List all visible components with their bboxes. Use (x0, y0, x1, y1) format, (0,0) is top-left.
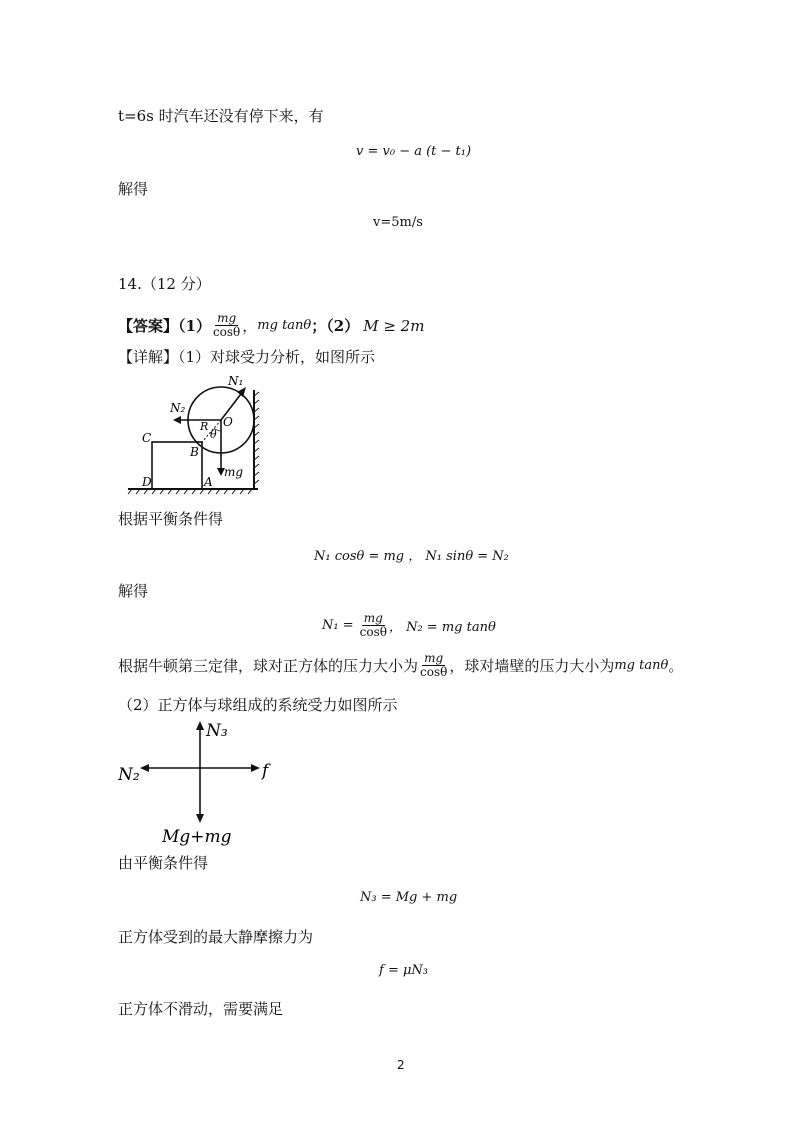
equation-balance: N₁ cosθ = mg ， N₁ sinθ = N₂ (314, 549, 509, 564)
equation-velocity: v = v₀ − a (t − t₁) (356, 144, 472, 159)
solution-n2: ， N₂ = mg tanθ (388, 620, 496, 636)
answer-fraction (211, 312, 242, 339)
detail-heading: 【详解】（1）对球受力分析，如图所示 (118, 348, 376, 366)
label-N2-system: N₂ (118, 765, 140, 785)
text-jiede-1: 解得 (118, 180, 149, 198)
answer-fraction-num: mg (217, 311, 237, 325)
text-no-slide: 正方体不滑动，需要满足 (118, 1000, 284, 1018)
newton-end: 。 (668, 657, 684, 676)
label-B: B (190, 445, 199, 459)
solution-n1: N₁ = (322, 618, 354, 634)
solution-fraction (358, 612, 389, 639)
text-balance-1: 根据平衡条件得 (118, 510, 224, 528)
answer-inequality: M ≥ 2m (363, 316, 425, 335)
solution-fraction-num: mg (363, 611, 383, 625)
equation-n3: N₃ = Mg + mg (360, 890, 458, 905)
newton-tan: mg tanθ (614, 658, 669, 674)
label-N2: N₂ (170, 401, 186, 415)
page-number: 2 (397, 1058, 405, 1072)
solution-fraction-den: cosθ (359, 625, 387, 640)
answer-sep: ， (242, 317, 258, 336)
ball-cube-force-diagram (118, 368, 278, 496)
label-theta: θ (210, 428, 217, 441)
newton-line (118, 652, 683, 679)
text-max-friction: 正方体受到的最大静摩擦力为 (118, 928, 314, 946)
part-2-heading: （2）正方体与球组成的系统受力如图所示 (118, 696, 398, 714)
text-balance-2: 由平衡条件得 (118, 854, 209, 872)
text-line-t6s: t=6s 时汽车还没有停下来，有 (118, 107, 324, 125)
label-Mgmg: Mg+mg (162, 827, 232, 847)
label-C: C (142, 431, 152, 445)
label-N1: N₁ (228, 374, 244, 388)
answer-line (118, 312, 424, 339)
newton-fraction-num: mg (424, 651, 444, 665)
question-14-header: 14.（12 分） (118, 275, 211, 293)
label-A: A (204, 475, 213, 489)
answer-fraction-den: cosθ (212, 325, 241, 340)
system-force-diagram (118, 718, 288, 848)
newton-fraction (418, 652, 449, 679)
solution-line (322, 612, 496, 639)
newton-prefix: 根据牛顿第三定律，球对正方体的压力大小为 (118, 657, 419, 676)
answer-part2: ；（2） (311, 317, 360, 336)
newton-middle: ，球对墙壁的压力大小为 (449, 657, 615, 676)
text-jiede-2: 解得 (118, 582, 149, 600)
answer-tan: mg tanθ (257, 318, 312, 334)
label-R: R (200, 420, 209, 433)
velocity-result: v=5m/s (373, 215, 423, 230)
label-mg: mg (224, 465, 244, 479)
label-N3: N₃ (206, 721, 228, 741)
label-D: D (142, 475, 152, 489)
equation-friction: f = μN₃ (379, 963, 429, 978)
newton-fraction-den: cosθ (420, 665, 448, 680)
label-O: O (223, 415, 233, 429)
answer-label: 【答案】（1） (118, 317, 211, 336)
label-f: f (262, 761, 269, 781)
